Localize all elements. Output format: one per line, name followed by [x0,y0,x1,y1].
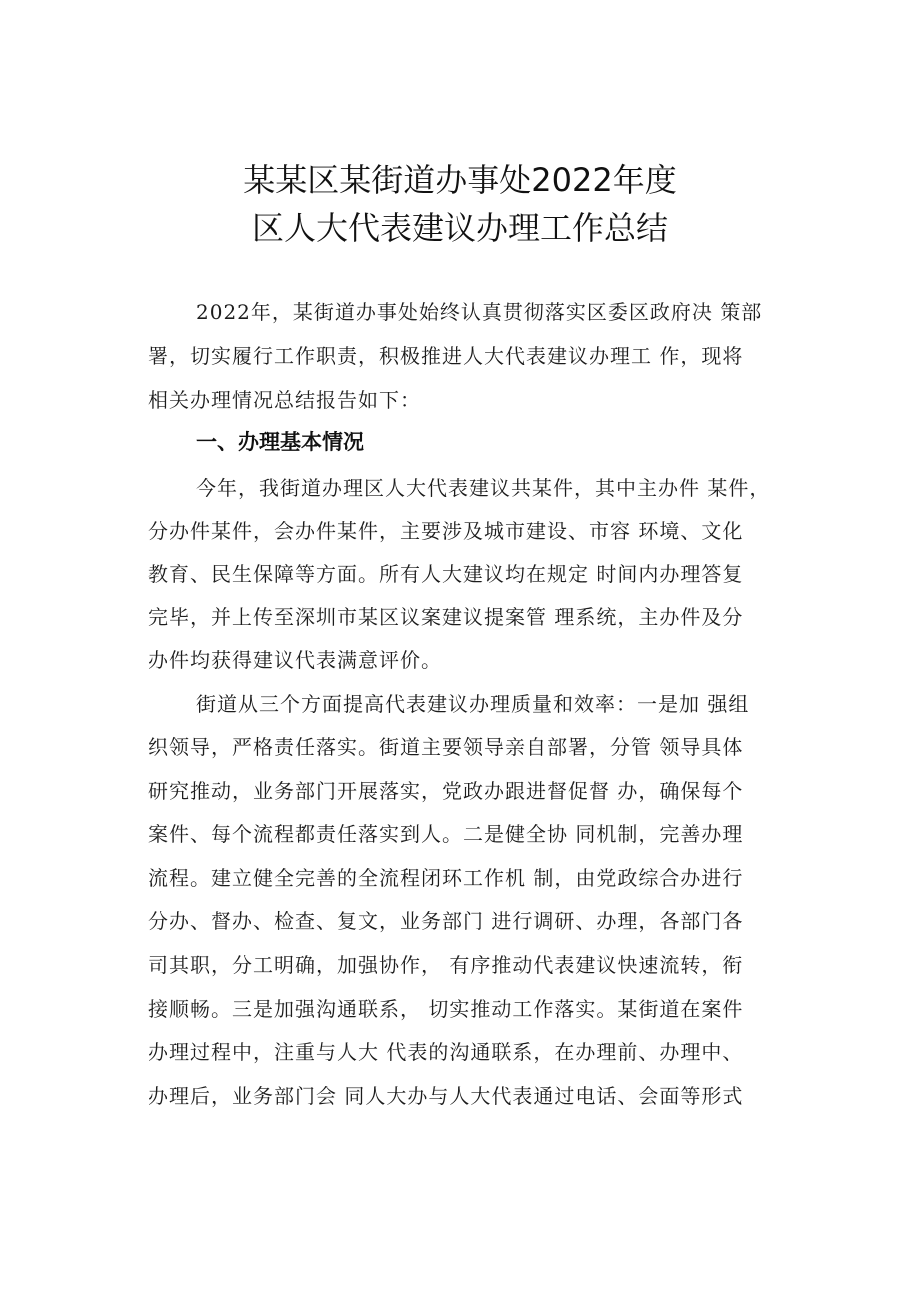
paragraph-line: 相关办理情况总结报告如下： [148,388,421,412]
paragraph-line: 教育、民生保障等方面。所有人大建议均在规定 时间内办理答复 [148,562,744,586]
document-title-line-1: 某某区某街道办事处2022年度 [243,161,677,199]
paragraph-line: 今年，我街道办理区人大代表建议共某件，其中主办件 某件， [196,476,771,500]
paragraph-line: 2022年，某街道办事处始终认真贯彻落实区委区政府决 策部 [196,300,763,324]
paragraph-line: 接顺畅。三是加强沟通联系， 切实推动工作落实。某街道在案件 [148,997,744,1021]
section-heading: 一、办理基本情况 [196,430,364,454]
paragraph-line: 流程。建立健全完善的全流程闭环工作机 制，由党政综合办进行 [148,866,744,890]
paragraph-line: 织领导，严格责任落实。街道主要领导亲自部署，分管 领导具体 [148,735,744,759]
paragraph-line: 完毕，并上传至深圳市某区议案建议提案管 理系统，主办件及分 [148,605,744,629]
paragraph-line: 分办件某件，会办件某件，主要涉及城市建设、市容 环境、文化 [148,519,744,543]
paragraph-line: 办件均获得建议代表满意评价。 [148,648,442,672]
paragraph-line: 办理后，业务部门会 同人大办与人大代表通过电话、会面等形式 [148,1084,744,1108]
paragraph-line: 分办、督办、检查、复文，业务部门 进行调研、办理，各部门各 [148,909,744,933]
paragraph-line: 署，切实履行工作职责，积极推进人大代表建议办理工 作，现将 [148,344,744,368]
paragraph-line: 案件、每个流程都责任落实到人。二是健全协 同机制，完善办理 [148,822,744,846]
paragraph-line: 研究推动，业务部门开展落实，党政办跟进督促督 办，确保每个 [148,779,744,803]
document-title-line-2: 区人大代表建议办理工作总结 [251,209,668,247]
paragraph-line: 司其职，分工明确，加强协作， 有序推动代表建议快速流转，衔 [148,953,744,977]
paragraph-line: 办理过程中，注重与人大 代表的沟通联系，在办理前、办理中、 [148,1040,744,1064]
paragraph-line: 街道从三个方面提高代表建议办理质量和效率：一是加 强组 [196,692,750,716]
